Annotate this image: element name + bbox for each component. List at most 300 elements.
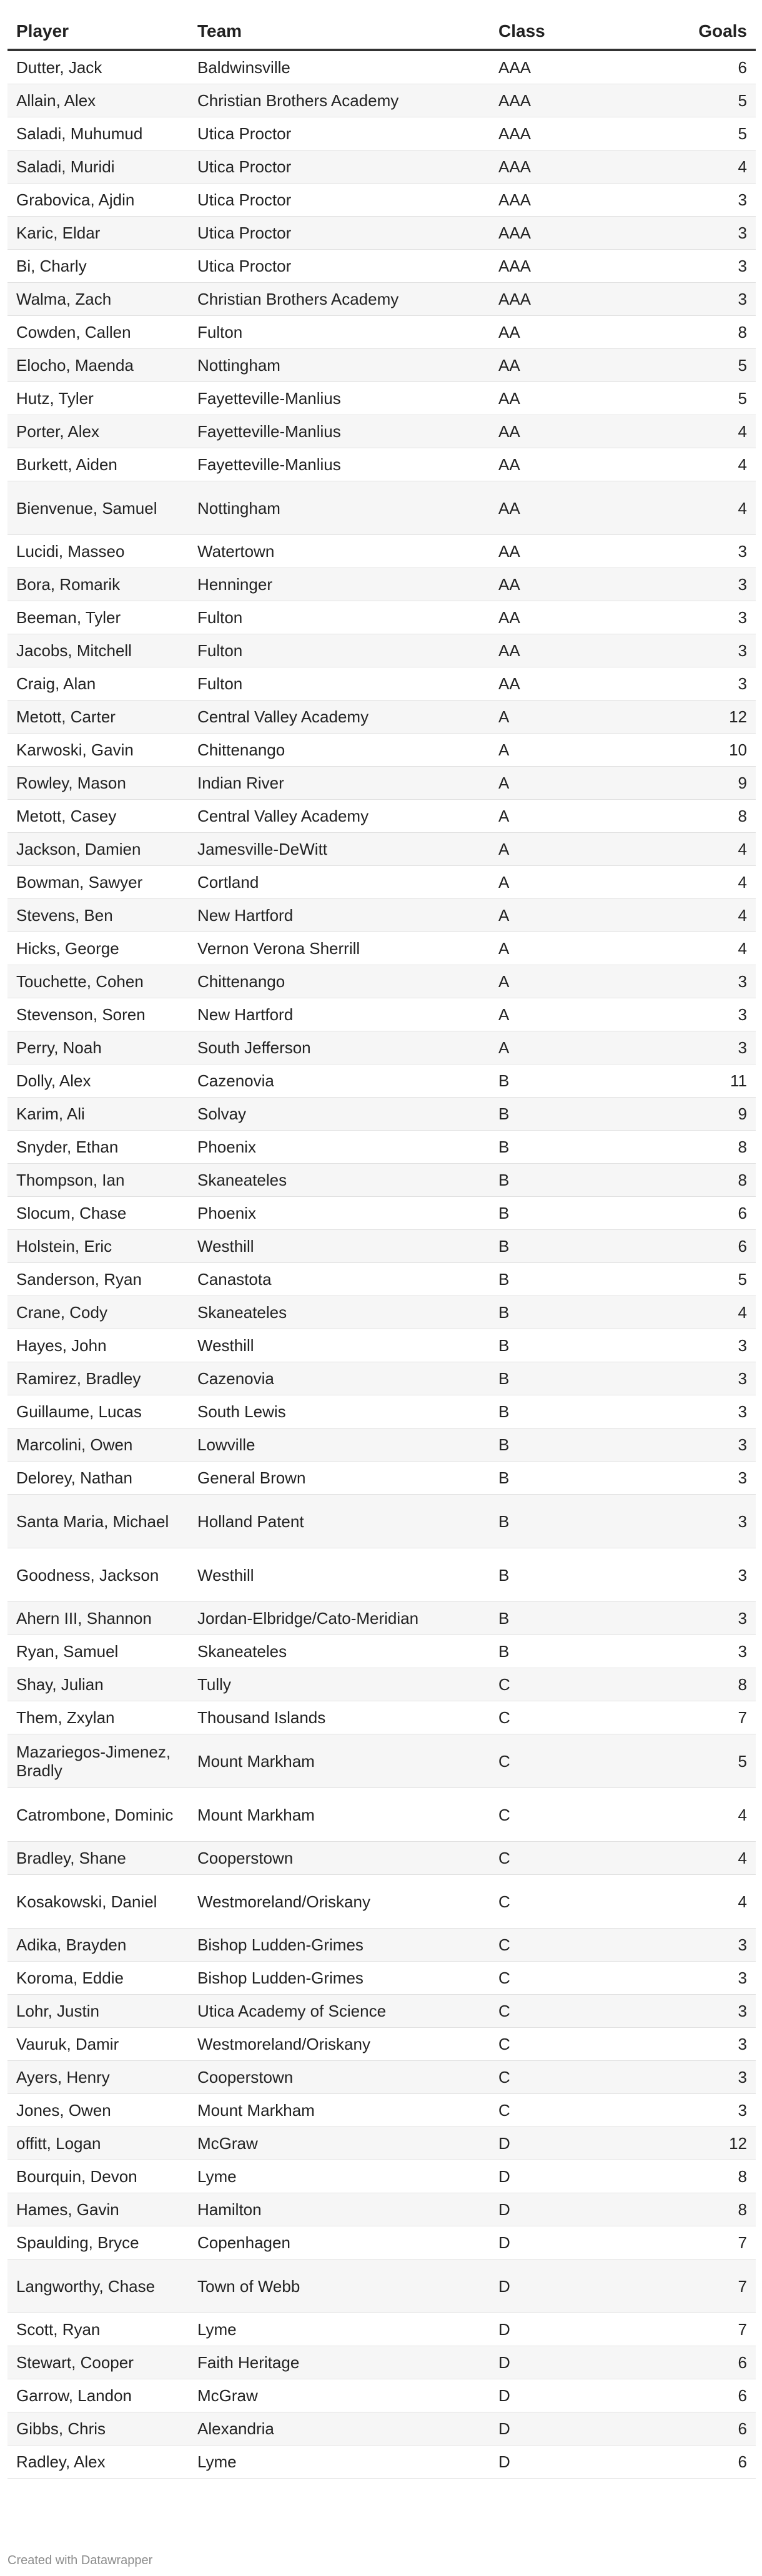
cell-class: D [490,2313,652,2346]
table-row [7,1962,756,1995]
cell-player: Catrombone, Dominic [7,1788,189,1842]
cell-goals: 3 [652,998,756,1031]
table-row [7,1064,756,1098]
table-row [7,1635,756,1668]
cell-class: D [490,2226,652,2259]
cell-player: Karwoski, Gavin [7,734,189,767]
cell-class: D [490,2193,652,2226]
cell-goals: 3 [652,1031,756,1064]
cell-goals: 4 [652,481,756,535]
table-row [7,800,756,833]
cell-goals: 11 [652,1064,756,1098]
table-row [7,1395,756,1428]
cell-player: Bradley, Shane [7,1842,189,1875]
cell-goals: 4 [652,448,756,481]
cell-goals: 5 [652,1734,756,1788]
column-header-class[interactable]: Class [490,14,652,50]
cell-player: Jones, Owen [7,2094,189,2127]
cell-goals: 3 [652,965,756,998]
cell-class: A [490,833,652,866]
cell-team: Chittenango [189,965,490,998]
cell-goals: 3 [652,1962,756,1995]
cell-player: Touchette, Cohen [7,965,189,998]
table-row [7,217,756,250]
cell-class: B [490,1263,652,1296]
table-row [7,965,756,998]
cell-goals: 7 [652,2259,756,2313]
cell-team: Nottingham [189,349,490,382]
cell-class: B [490,1602,652,1635]
cell-team: Utica Proctor [189,217,490,250]
cell-player: Hayes, John [7,1329,189,1362]
cell-player: Allain, Alex [7,84,189,117]
cell-class: B [490,1362,652,1395]
cell-class: B [490,1329,652,1362]
table-row [7,2061,756,2094]
column-header-team[interactable]: Team [189,14,490,50]
cell-player: Perry, Noah [7,1031,189,1064]
cell-team: Utica Academy of Science [189,1995,490,2028]
cell-player: Gibbs, Chris [7,2412,189,2446]
cell-class: AA [490,382,652,415]
cell-player: Ryan, Samuel [7,1635,189,1668]
cell-goals: 10 [652,734,756,767]
cell-team: McGraw [189,2127,490,2160]
cell-player: Thompson, Ian [7,1164,189,1197]
table-row [7,349,756,382]
cell-player: Langworthy, Chase [7,2259,189,2313]
cell-player: Goodness, Jackson [7,1548,189,1602]
cell-player: Metott, Casey [7,800,189,833]
cell-goals: 3 [652,250,756,283]
cell-team: Cooperstown [189,2061,490,2094]
cell-class: D [490,2127,652,2160]
table-row [7,2127,756,2160]
cell-goals: 3 [652,1995,756,2028]
table-body [7,50,756,2479]
cell-class: A [490,965,652,998]
cell-team: Lowville [189,1428,490,1462]
cell-goals: 3 [652,1635,756,1668]
table-row [7,1495,756,1548]
column-header-goals[interactable]: Goals [652,14,756,50]
table-row [7,866,756,899]
cell-player: Bowman, Sawyer [7,866,189,899]
table-row [7,2226,756,2259]
cell-class: AAA [490,184,652,217]
table-row [7,568,756,601]
cell-goals: 8 [652,1668,756,1701]
cell-class: B [490,1296,652,1329]
table-row [7,1995,756,2028]
cell-goals: 9 [652,767,756,800]
cell-class: AA [490,316,652,349]
cell-team: Bishop Ludden-Grimes [189,1929,490,1962]
table-row [7,634,756,667]
cell-player: Dutter, Jack [7,50,189,84]
cell-team: Tully [189,1668,490,1701]
table-row [7,767,756,800]
table-row [7,667,756,701]
cell-class: C [490,2028,652,2061]
cell-team: Westhill [189,1230,490,1263]
cell-team: Chittenango [189,734,490,767]
table-row [7,150,756,184]
cell-team: Lyme [189,2313,490,2346]
table-row [7,2094,756,2127]
table-row [7,1734,756,1788]
cell-goals: 4 [652,1842,756,1875]
cell-class: D [490,2379,652,2412]
cell-class: B [490,1495,652,1548]
cell-goals: 5 [652,84,756,117]
cell-class: D [490,2160,652,2193]
table-row [7,1602,756,1635]
table-row [7,1098,756,1131]
cell-class: D [490,2446,652,2479]
cell-team: Fulton [189,601,490,634]
cell-player: Saladi, Muridi [7,150,189,184]
cell-team: Cazenovia [189,1064,490,1098]
cell-goals: 3 [652,1929,756,1962]
cell-goals: 3 [652,1428,756,1462]
cell-player: offitt, Logan [7,2127,189,2160]
cell-class: A [490,767,652,800]
cell-player: Porter, Alex [7,415,189,448]
cell-team: Town of Webb [189,2259,490,2313]
cell-goals: 3 [652,184,756,217]
cell-class: A [490,899,652,932]
cell-player: Lucidi, Masseo [7,535,189,568]
goals-table [7,14,756,2479]
datawrapper-credit: Created with Datawrapper [7,2554,153,2567]
cell-class: A [490,932,652,965]
cell-goals: 4 [652,1788,756,1842]
cell-goals: 3 [652,568,756,601]
cell-goals: 3 [652,1602,756,1635]
cell-team: Cortland [189,866,490,899]
cell-class: AAA [490,84,652,117]
cell-player: Ayers, Henry [7,2061,189,2094]
cell-class: C [490,2094,652,2127]
cell-team: Thousand Islands [189,1701,490,1734]
table-row [7,2193,756,2226]
column-header-player[interactable]: Player [7,14,189,50]
cell-player: Dolly, Alex [7,1064,189,1098]
table-row [7,415,756,448]
table-row [7,1296,756,1329]
table-row [7,1548,756,1602]
cell-team: Lyme [189,2160,490,2193]
cell-class: AA [490,601,652,634]
cell-player: Walma, Zach [7,283,189,316]
table-row [7,2313,756,2346]
cell-team: Utica Proctor [189,117,490,150]
cell-team: Cooperstown [189,1842,490,1875]
cell-player: Sanderson, Ryan [7,1263,189,1296]
cell-player: Kosakowski, Daniel [7,1875,189,1929]
table-row [7,1197,756,1230]
cell-team: Nottingham [189,481,490,535]
cell-team: Westhill [189,1329,490,1362]
cell-goals: 8 [652,800,756,833]
cell-class: A [490,998,652,1031]
cell-team: Mount Markham [189,2094,490,2127]
cell-goals: 4 [652,415,756,448]
cell-goals: 8 [652,1131,756,1164]
cell-player: Karic, Eldar [7,217,189,250]
cell-team: Fayetteville-Manlius [189,415,490,448]
cell-class: D [490,2346,652,2379]
table-header [7,14,756,50]
cell-team: Utica Proctor [189,250,490,283]
cell-player: Metott, Carter [7,701,189,734]
table-row [7,184,756,217]
cell-goals: 4 [652,833,756,866]
cell-team: New Hartford [189,899,490,932]
cell-team: Holland Patent [189,1495,490,1548]
table-row [7,84,756,117]
cell-player: Grabovica, Ajdin [7,184,189,217]
cell-class: C [490,1668,652,1701]
table-row [7,2379,756,2412]
cell-player: Elocho, Maenda [7,349,189,382]
table-row [7,601,756,634]
cell-class: B [490,1395,652,1428]
cell-class: AAA [490,117,652,150]
cell-class: AA [490,634,652,667]
cell-class: AAA [490,283,652,316]
cell-class: B [490,1635,652,1668]
table-row [7,481,756,535]
cell-class: C [490,1788,652,1842]
cell-class: AA [490,415,652,448]
cell-goals: 8 [652,316,756,349]
cell-team: South Jefferson [189,1031,490,1064]
table-row [7,382,756,415]
cell-goals: 6 [652,2379,756,2412]
cell-goals: 3 [652,1495,756,1548]
cell-team: Phoenix [189,1131,490,1164]
cell-class: B [490,1064,652,1098]
cell-goals: 3 [652,634,756,667]
cell-team: Hamilton [189,2193,490,2226]
cell-class: AAA [490,50,652,84]
cell-team: Westhill [189,1548,490,1602]
table-row [7,701,756,734]
table-row [7,283,756,316]
cell-team: Jamesville-DeWitt [189,833,490,866]
cell-player: Radley, Alex [7,2446,189,2479]
cell-player: Slocum, Chase [7,1197,189,1230]
table-row [7,932,756,965]
cell-goals: 3 [652,1462,756,1495]
cell-team: Westmoreland/Oriskany [189,2028,490,2061]
cell-team: Mount Markham [189,1734,490,1788]
cell-goals: 4 [652,899,756,932]
cell-player: Holstein, Eric [7,1230,189,1263]
cell-team: Lyme [189,2446,490,2479]
cell-goals: 3 [652,283,756,316]
cell-goals: 4 [652,150,756,184]
cell-class: B [490,1197,652,1230]
cell-team: Phoenix [189,1197,490,1230]
cell-player: Adika, Brayden [7,1929,189,1962]
cell-team: Fayetteville-Manlius [189,448,490,481]
cell-class: C [490,1962,652,1995]
cell-goals: 6 [652,2346,756,2379]
cell-goals: 3 [652,1548,756,1602]
cell-player: Snyder, Ethan [7,1131,189,1164]
table-row [7,1701,756,1734]
cell-team: General Brown [189,1462,490,1495]
cell-goals: 3 [652,2028,756,2061]
cell-class: C [490,1701,652,1734]
cell-class: D [490,2259,652,2313]
cell-goals: 5 [652,1263,756,1296]
cell-class: AA [490,481,652,535]
cell-class: A [490,866,652,899]
cell-goals: 6 [652,2446,756,2479]
cell-player: Stevenson, Soren [7,998,189,1031]
cell-class: C [490,1995,652,2028]
cell-class: A [490,1031,652,1064]
cell-goals: 9 [652,1098,756,1131]
cell-team: Bishop Ludden-Grimes [189,1962,490,1995]
table-row [7,1263,756,1296]
table-row [7,1428,756,1462]
table-row [7,1788,756,1842]
table-row [7,1875,756,1929]
cell-player: Spaulding, Bryce [7,2226,189,2259]
cell-goals: 6 [652,1230,756,1263]
cell-team: McGraw [189,2379,490,2412]
cell-team: Skaneateles [189,1164,490,1197]
cell-class: B [490,1098,652,1131]
cell-class: C [490,1875,652,1929]
table-row [7,2028,756,2061]
cell-class: AA [490,535,652,568]
table-row [7,1362,756,1395]
cell-team: Henninger [189,568,490,601]
cell-team: Alexandria [189,2412,490,2446]
cell-goals: 6 [652,50,756,84]
cell-goals: 12 [652,701,756,734]
cell-player: Karim, Ali [7,1098,189,1131]
cell-class: A [490,734,652,767]
cell-team: Christian Brothers Academy [189,283,490,316]
cell-team: Fulton [189,316,490,349]
cell-team: Jordan-Elbridge/Cato-Meridian [189,1602,490,1635]
cell-goals: 8 [652,1164,756,1197]
cell-class: C [490,2061,652,2094]
table-row [7,1164,756,1197]
table-row [7,448,756,481]
cell-player: Beeman, Tyler [7,601,189,634]
cell-player: Guillaume, Lucas [7,1395,189,1428]
table-row [7,2412,756,2446]
cell-player: Scott, Ryan [7,2313,189,2346]
cell-team: Skaneateles [189,1296,490,1329]
cell-class: B [490,1462,652,1495]
table-row [7,2446,756,2479]
table-row [7,1031,756,1064]
cell-goals: 8 [652,2160,756,2193]
cell-team: Christian Brothers Academy [189,84,490,117]
table-row [7,1329,756,1362]
cell-player: Bourquin, Devon [7,2160,189,2193]
cell-team: Copenhagen [189,2226,490,2259]
cell-team: Westmoreland/Oriskany [189,1875,490,1929]
cell-class: D [490,2412,652,2446]
cell-team: Watertown [189,535,490,568]
cell-team: Vernon Verona Sherrill [189,932,490,965]
cell-class: A [490,800,652,833]
cell-player: Hutz, Tyler [7,382,189,415]
table-row [7,998,756,1031]
cell-goals: 3 [652,667,756,701]
cell-player: Jackson, Damien [7,833,189,866]
table-row [7,2160,756,2193]
cell-player: Ramirez, Bradley [7,1362,189,1395]
table-row [7,117,756,150]
cell-class: B [490,1131,652,1164]
cell-player: Cowden, Callen [7,316,189,349]
cell-player: Jacobs, Mitchell [7,634,189,667]
cell-player: Craig, Alan [7,667,189,701]
cell-team: South Lewis [189,1395,490,1428]
cell-player: Marcolini, Owen [7,1428,189,1462]
cell-class: C [490,1734,652,1788]
cell-class: A [490,701,652,734]
header-row [7,14,756,50]
cell-team: Faith Heritage [189,2346,490,2379]
cell-goals: 7 [652,2226,756,2259]
cell-team: Mount Markham [189,1788,490,1842]
cell-player: Santa Maria, Michael [7,1495,189,1548]
table-row [7,2259,756,2313]
cell-class: AAA [490,150,652,184]
cell-goals: 3 [652,2061,756,2094]
cell-team: New Hartford [189,998,490,1031]
cell-player: Ahern III, Shannon [7,1602,189,1635]
table-row [7,316,756,349]
cell-goals: 3 [652,601,756,634]
table-row [7,833,756,866]
table-row [7,50,756,84]
table-row [7,1668,756,1701]
cell-goals: 8 [652,2193,756,2226]
table-row [7,250,756,283]
cell-team: Utica Proctor [189,184,490,217]
cell-player: Garrow, Landon [7,2379,189,2412]
cell-goals: 6 [652,1197,756,1230]
cell-goals: 5 [652,117,756,150]
cell-class: AA [490,349,652,382]
cell-player: Bienvenue, Samuel [7,481,189,535]
cell-team: Canastota [189,1263,490,1296]
cell-goals: 4 [652,1296,756,1329]
cell-player: Them, Zxylan [7,1701,189,1734]
cell-player: Koroma, Eddie [7,1962,189,1995]
cell-team: Central Valley Academy [189,800,490,833]
cell-goals: 7 [652,1701,756,1734]
table-row [7,2346,756,2379]
cell-player: Bora, Romarik [7,568,189,601]
cell-team: Cazenovia [189,1362,490,1395]
cell-player: Stewart, Cooper [7,2346,189,2379]
cell-class: AAA [490,250,652,283]
